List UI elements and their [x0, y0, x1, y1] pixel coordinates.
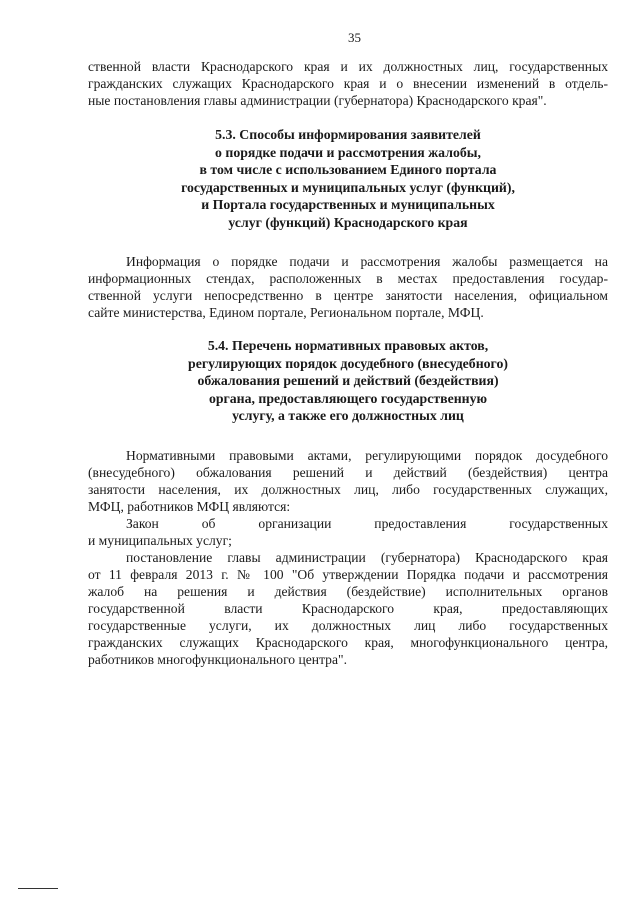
section-5-3-paragraph	[88, 253, 608, 321]
text-line: МФЦ, работников МФЦ являются:	[88, 498, 291, 514]
intro-paragraph	[88, 58, 608, 109]
text-line: постановление главы администрации (губернатора) Краснодарского края	[126, 549, 608, 565]
text-line: (внесудебного) обжалования решений и действий (бездействия) центра	[88, 464, 608, 480]
text-line: гражданских служащих Краснодарского края, многофункционального центра,	[88, 634, 608, 650]
section-5-4-paragraph-3	[88, 549, 608, 668]
heading-line: 5.3. Способы информирования заявителей	[215, 127, 481, 142]
text-line: Информация о порядке подачи и рассмотрения жалобы размещается на	[126, 254, 608, 269]
text-line: и муниципальных услуг;	[88, 532, 232, 548]
heading-line: услуг (функций) Краснодарского края	[228, 214, 468, 230]
text-line: информационных стендах, расположенных в местах предоставления государ-	[88, 271, 608, 286]
heading-line: 5.4. Перечень нормативных правовых актов,	[207, 338, 489, 353]
text-line: ственной власти Краснодарского края и их должностных лиц, государственных	[88, 59, 608, 74]
text-line: занятости населения, их должностных лиц, либо государственных служащих,	[88, 481, 608, 497]
document-body	[88, 58, 608, 668]
heading-line: в том числе с использованием Единого портала	[199, 162, 497, 177]
text-line: государственной власти Краснодарского края, предоставляющих	[88, 600, 608, 616]
text-line: Закон об организации предоставления государственных	[126, 515, 608, 531]
text-line: от 11 февраля 2013 г. № 100 "Об утверждении Порядка подачи и рассмотрения	[88, 566, 608, 582]
section-5-3-heading	[88, 126, 608, 231]
heading-line: органа, предоставляющего государственную	[208, 390, 488, 406]
text-line: гражданских служащих Краснодарского края и о внесении изменений в отдель-	[88, 76, 608, 91]
text-line: Нормативными правовыми актами, регулирующими порядок досудебного	[126, 447, 608, 463]
text-line: ственной услуги непосредственно в центре занятости населения, официальном	[88, 288, 608, 303]
section-5-4-heading	[88, 337, 608, 425]
text-line: жалоб на решения и действия (бездействие) исполнительных органов	[88, 583, 608, 599]
heading-line: регулирующих порядок досудебного (внесудебного)	[188, 355, 508, 371]
heading-line: услугу, а также его должностных лиц	[232, 408, 464, 423]
section-5-4-paragraph-1	[88, 447, 608, 515]
section-5-4-paragraph-2	[88, 515, 608, 549]
heading-line: и Портала государственных и муниципальных	[201, 197, 495, 212]
heading-line: о порядке подачи и рассмотрения жалобы,	[215, 144, 481, 160]
footer-divider	[18, 888, 58, 889]
text-line: сайте министерства, Едином портале, Региональном портале, МФЦ.	[88, 305, 484, 320]
page-number: 35	[348, 30, 361, 45]
text-line: ные постановления главы администрации (губернатора) Краснодарского края".	[88, 93, 547, 108]
text-line: работников многофункционального центра".	[88, 651, 347, 667]
heading-line: обжалования решений и действий (бездействия)	[197, 373, 499, 388]
heading-line: государственных и муниципальных услуг (функций),	[181, 179, 515, 195]
text-line: государственные услуги, их должностных лиц либо государственных	[88, 617, 608, 633]
